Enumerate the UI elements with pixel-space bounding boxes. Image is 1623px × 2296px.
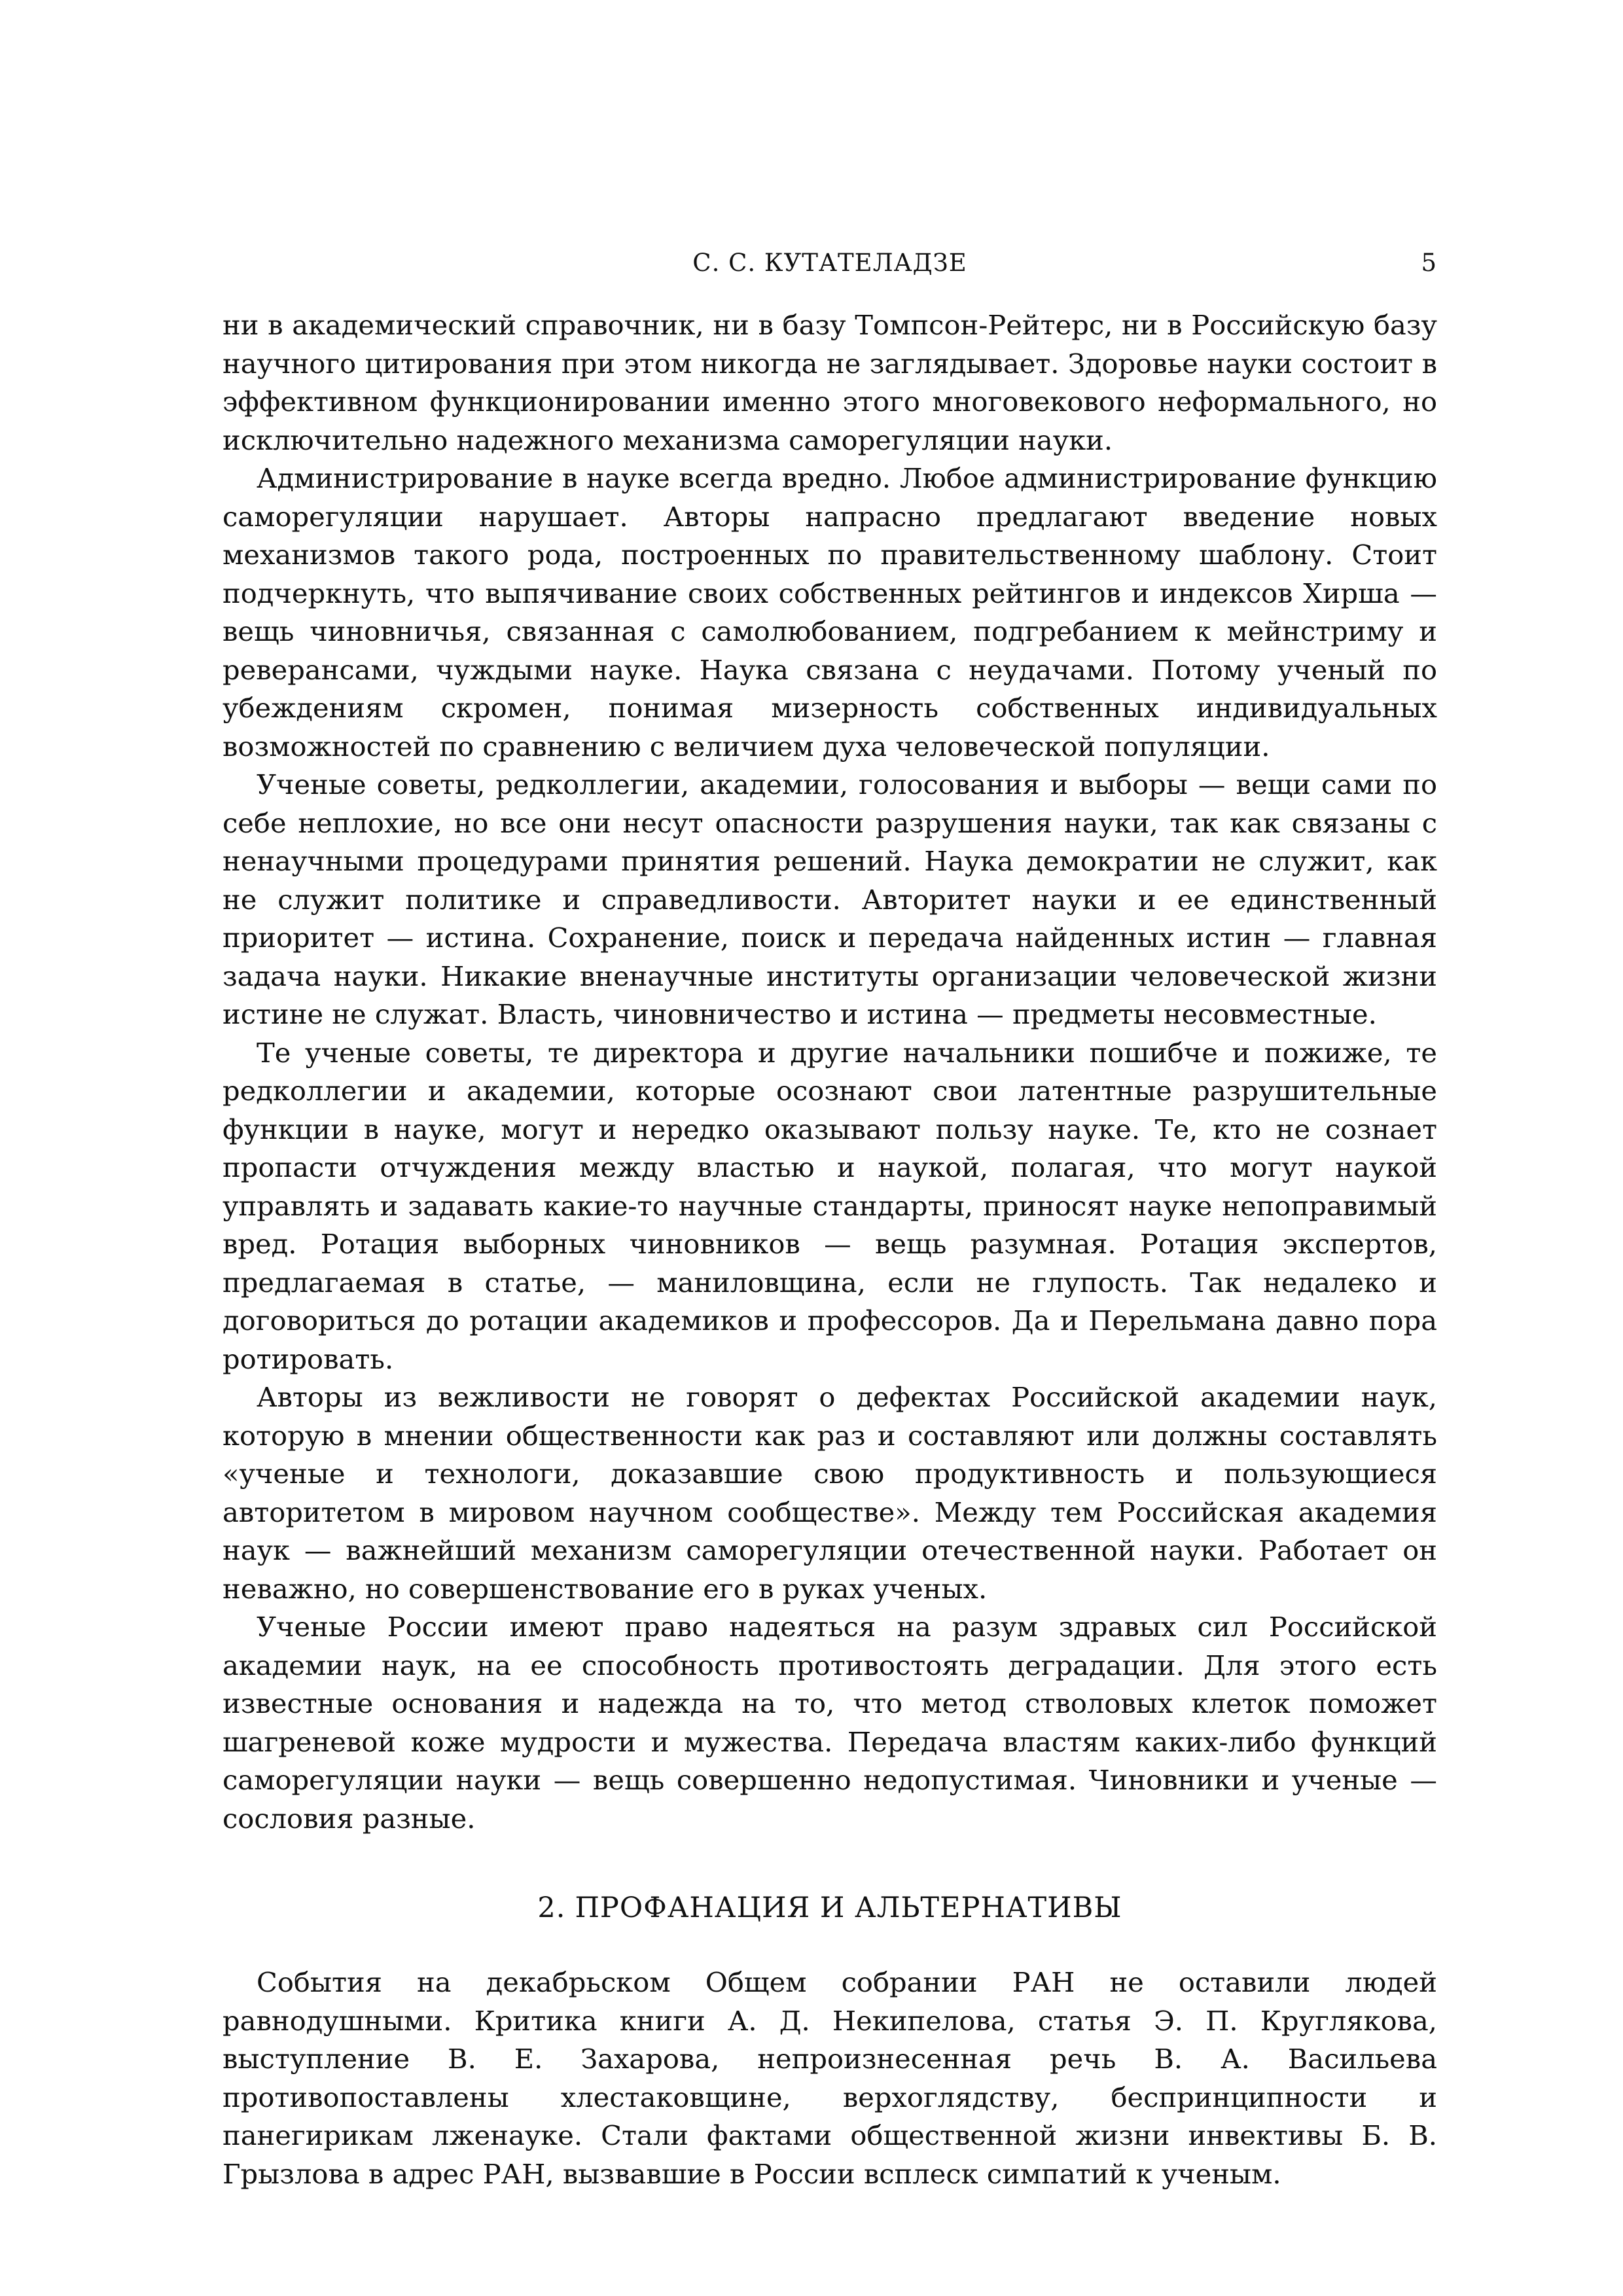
running-title: С. С. КУТАТЕЛАДЗЕ: [692, 249, 967, 277]
paragraph: Ученые России имеют право надеяться на разум здравых сил Российской академии наук, на ее способность противостоять деградации. Для этого есть известные основания и надежда на то, что метод стволовых клеток поможет шагреневой коже мудрости и мужества. Передача властям каких-либо функций саморегуляции науки — вещь совершенно недопустимая. Чиновники и ученые — сословия разные.: [223, 1611, 1437, 1835]
page: [223, 249, 1437, 2193]
paragraph: Авторы из вежливости не говорят о дефектах Российской академии наук, которую в мнении общественности как раз и составляют или должны составлять «ученые и технологи, доказавшие свою продуктивность и пользующиеся авторитетом в мировом научном сообществе». Между тем Российская академия наук — важнейший механизм саморегуляции отечественной науки. Работает он неважно, но совершенствование его в руках ученых.: [223, 1381, 1437, 1605]
section-number: 2.: [537, 1892, 566, 1924]
section-heading: [223, 1889, 1437, 1927]
running-head: [223, 249, 1437, 288]
paragraph: События на декабрьском Общем собрании РАН не оставили людей равнодушными. Критика книги А. Д. Некипелова, статья Э. П. Круглякова, выступление В. Е. Захарова, непроизнесенная речь В. А. Васильева противопоставлены хлестаковщине, верхоглядству, беспринципности и панегирикам лженауке. Стали фактами общественной жизни инвективы Б. В. Грызлова в адрес РАН, вызвавшие в России всплеск симпатий к ученым.: [223, 1966, 1437, 2190]
paragraph: Администрирование в науке всегда вредно. Любое администрирование функцию саморегуляции нарушает. Авторы напрасно предлагают введение новых механизмов такого рода, построенных по правительственному шаблону. Стоит подчеркнуть, что выпячивание своих собственных рейтингов и индексов Хирша — вещь чиновничья, связанная с самолюбованием, подгребанием к мейнстриму и реверансами, чуждыми науке. Наука связана с неудачами. Потому ученый по убеждениям скромен, понимая мизерность собственных индивидуальных возможностей по сравнению с величием духа человеческой популяции.: [223, 462, 1437, 762]
paragraph: ни в академический справочник, ни в базу Томпсон-Рейтерс, ни в Российскую базу научного цитирования при этом никогда не заглядывает. Здоровье науки состоит в эффективном функционировании именно этого многовекового неформального, но исключительно надежного механизма саморегуляции науки.: [223, 309, 1437, 456]
page-number: 5: [1421, 249, 1437, 277]
body-text: [223, 306, 1437, 2193]
section-title: ПРОФАНАЦИЯ И АЛЬТЕРНАТИВЫ: [575, 1892, 1122, 1924]
paragraph: Ученые советы, редколлегии, академии, голосования и выборы — вещи сами по себе неплохие, но все они несут опасности разрушения науки, так как связаны с ненаучными процедурами принятия решений. Наука демократии не служит, как не служит политике и справедливости. Авторитет науки и ее единственный приоритет — истина. Сохранение, поиск и передача найденных истин — главная задача науки. Никакие вненаучные институты организации человеческой жизни истине не служат. Власть, чиновничество и истина — предметы несовместные.: [223, 768, 1437, 1030]
paragraph: Те ученые советы, те директора и другие начальники пошибче и пожиже, те редколлегии и академии, которые осознают свои латентные разрушительные функции в науке, могут и нередко оказывают пользу науке. Те, кто не сознает пропасти отчуждения между властью и наукой, полагая, что могут наукой управлять и задавать какие-то научные стандарты, приносят науке непоправимый вред. Ротация выборных чиновников — вещь разумная. Ротация экспертов, предлагаемая в статье, — маниловщина, если не глупость. Так недалеко и договориться до ротации академиков и профессоров. Да и Перельмана давно пора ротировать.: [223, 1036, 1437, 1375]
